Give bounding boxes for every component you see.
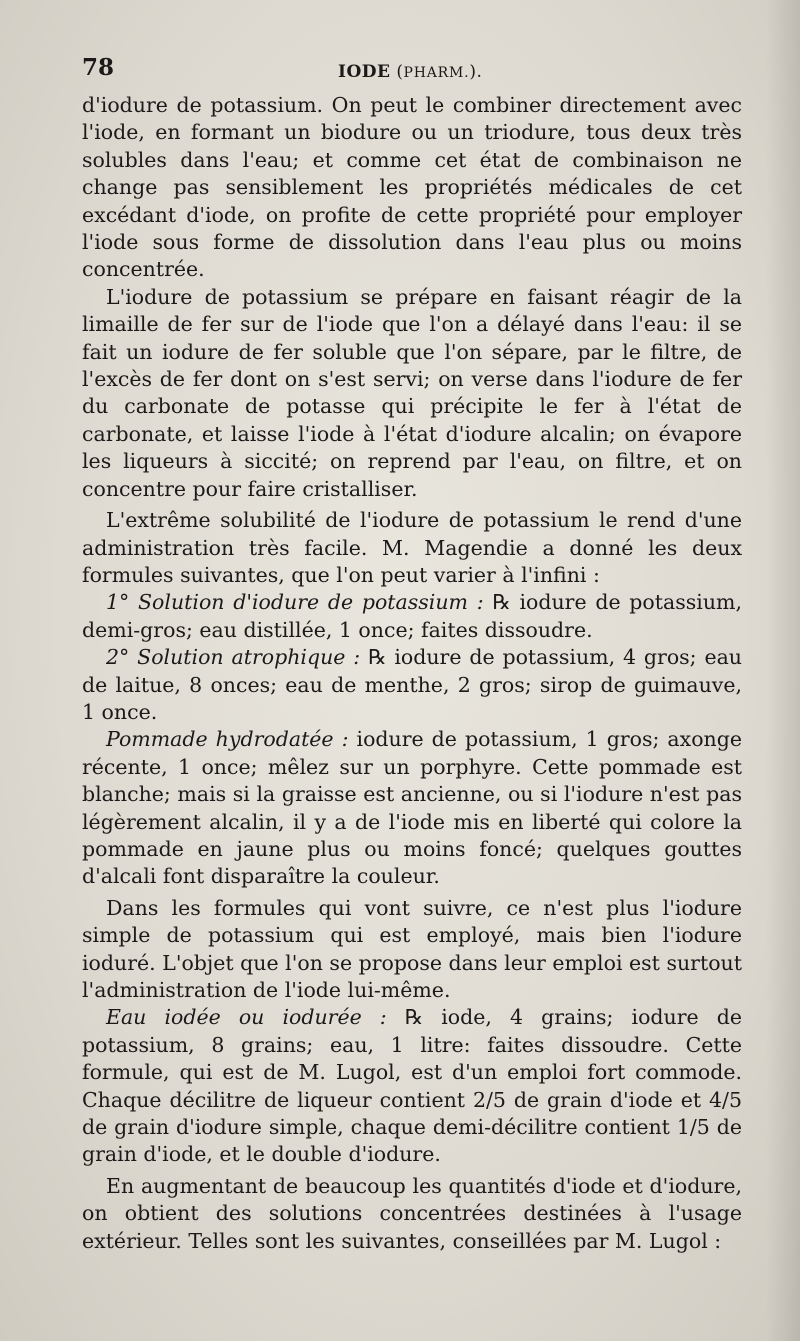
formula-3 bbox=[82, 726, 742, 890]
page-edge-shadow bbox=[766, 0, 800, 1341]
formula-3-title: Pommade hydrodatée : bbox=[106, 727, 349, 752]
formula-3-body: iodure de potassium, 1 gros; axonge récente, 1 once; mêlez sur un porphyre. Cette pommade est blanche; mais si la graisse est ancienne, ou si l'iodure n'est pas légèrement alcalin, il y a de l'iode mis en liberté qui colore la pommade en jaune plus ou moins foncé; quelques gouttes d'alcali font disparaître la couleur. bbox=[82, 727, 742, 889]
running-head-open: ( bbox=[390, 62, 404, 82]
running-head-close: ). bbox=[469, 62, 483, 82]
paragraph-7: Dans les formules qui vont suivre, ce n'est plus l'iodure simple de potassium qui est employé, mais bien l'iodure ioduré. L'objet que l'on se propose dans leur emploi est surtout l'administration de l'iode lui-même. bbox=[82, 895, 742, 1002]
paragraph-2: L'iodure de potassium se prépare en faisant réagir de la limaille de fer sur de l'iode que l'on a délayé dans l'eau: il se fait un iodure de fer soluble que l'on sépare, par le filtre, de l'excès de fer dont on s'est servi; on verse dans l'iodure de fer du carbonate de potasse qui précipite le fer à l'état de carbonate, et laisse l'iode à l'état d'iodure alcalin; on évapore les liqueurs à siccité; on reprend par l'eau, on filtre, et on concentre pour faire cristalliser. bbox=[82, 284, 742, 501]
running-head-main: IODE bbox=[338, 62, 391, 82]
formula-1-body: ℞ iodure de potassium, demi-gros; eau distillée, 1 once; faites dissoudre. bbox=[82, 590, 742, 642]
running-head bbox=[338, 62, 482, 82]
formula-4-title: Eau iodée ou iodurée : bbox=[106, 1005, 387, 1030]
page-header bbox=[82, 54, 750, 88]
paragraph-1: d'iodure de potassium. On peut le combiner directement avec l'iode, en formant un biodure ou un triodure, tous deux très solubles dans l'eau; et comme cet état de combinaison ne change pas sensiblement les propriétés médicales de cet excédant d'iode, on profite de cette propriété pour employer l'iode sous forme de dissolution dans l'eau plus ou moins concentrée. bbox=[82, 93, 742, 282]
page-number: 78 bbox=[82, 54, 115, 81]
formula-4-body: ℞ iode, 4 grains; iodure de potassium, 8 grains; eau, 1 litre: faites dissoudre. Cette formule, qui est de M. Lugol, est d'un emploi fort commode. Chaque décilitre de liqueur contient 2/5 de grain d'iode et 4/5 de grain d'iodure simple, chaque demi-décilitre contient 1/5 de grain d'iode, et le double d'iodure. bbox=[82, 1005, 742, 1167]
formula-1-title: 1° Solution d'iodure de potassium : bbox=[106, 590, 484, 615]
formula-1 bbox=[82, 589, 742, 644]
body-text bbox=[82, 92, 742, 1255]
paragraph-9: En augmentant de beaucoup les quantités d'iode et d'iodure, on obtient des solutions concentrées destinées à l'usage extérieur. Telles sont les suivantes, conseillées par M. Lugol : bbox=[82, 1173, 742, 1253]
formula-2-title: 2° Solution atrophique : bbox=[106, 645, 361, 670]
paragraph-3: L'extrême solubilité de l'iodure de potassium le rend d'une administration très facile. M. Magendie a donné les deux formules suivantes, que l'on peut varier à l'infini : bbox=[82, 508, 742, 587]
running-head-sub: PHARM. bbox=[403, 65, 470, 81]
formula-2-body: ℞ iodure de potassium, 4 gros; eau de laitue, 8 onces; eau de menthe, 2 gros; sirop de guimauve, 1 once. bbox=[82, 645, 742, 724]
formula-4 bbox=[82, 1004, 742, 1168]
formula-2 bbox=[82, 644, 742, 726]
